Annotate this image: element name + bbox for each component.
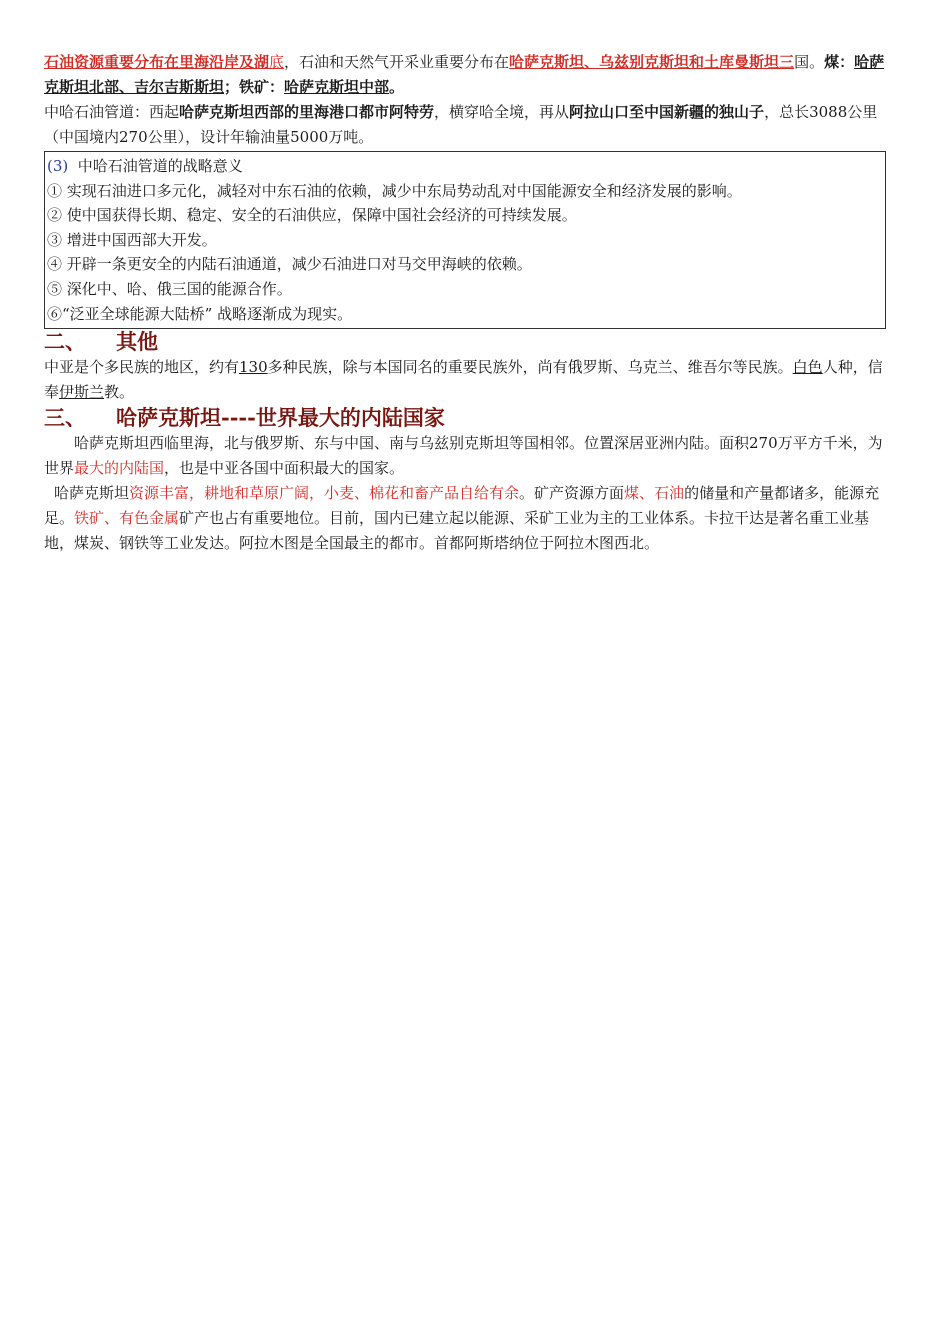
text-run: 教。 [104, 383, 135, 402]
iron-location: 哈萨克斯坦中部 [284, 78, 390, 96]
section-number: 三、 [44, 405, 86, 431]
largest-landlocked-highlight: 最大的内陆国 [74, 459, 165, 478]
significance-item: ⑤ 深化中、哈、俄三国的能源合作。 [47, 279, 292, 298]
text-run: 哈萨克斯坦 [54, 484, 130, 503]
oil-location-tail: 底 [269, 53, 285, 71]
text-run: 矿产也占有重要地位。目前，国内已建立起以能源、采矿工业为主的工业体系。卡拉干达是著名重工业基地，煤炭、钢铁等工业发达。阿拉木图是全国最主的都市。首都阿斯塔纳位于阿拉木图西北。 [44, 509, 870, 553]
text-run: ，也是中亚各国中面积最大的国家。 [164, 459, 405, 478]
kazakhstan-location-paragraph [44, 431, 886, 481]
iron-label: ；铁矿： [224, 78, 285, 96]
text-run: 。 [389, 78, 405, 96]
coal-location: 哈萨克斯坦北部、吉尔吉斯斯坦 [44, 53, 885, 96]
section-heading-2 [44, 329, 886, 355]
text-run: 的储量和产量都诸多，能源充足。 [44, 484, 880, 528]
ethnic-paragraph [44, 355, 886, 405]
significance-item: ② 使中国获得长期、稳定、安全的石油供应，保障中国社会经济的可持续发展。 [47, 206, 577, 225]
kazakhstan-resources-paragraph [44, 481, 886, 556]
section-number: 二、 [44, 329, 86, 355]
text-run: 人种，信奉 [44, 358, 883, 402]
race-term: 白色 [792, 358, 823, 377]
text-run: 中哈石油管道：西起 [44, 103, 180, 121]
text-run: 。 [809, 53, 825, 71]
document-page [44, 50, 886, 556]
oil-distribution-paragraph [44, 50, 886, 100]
box-title-number: (3) [47, 157, 69, 175]
significance-item: ⑥“泛亚全球能源大陆桥” 战略逐渐成为现实。 [47, 304, 353, 323]
text-run: 。矿产资源方面 [519, 484, 625, 503]
resources-highlight: 资源丰富，耕地和草原广阔，小麦、棉花和畜产品自给有余 [129, 484, 520, 503]
pipeline-paragraph [44, 100, 886, 150]
text-run: 多种民族，除与本国同名的重要民族外，尚有俄罗斯、乌克兰、维吾尔等民族。 [267, 358, 793, 377]
section-title: 其他 [116, 329, 158, 355]
text-run: ，石油和天然气开采业重要分布在 [284, 53, 510, 71]
metals-highlight: 铁矿、有色金属 [74, 509, 180, 528]
box-title [47, 154, 885, 179]
significance-item: ③ 增进中国西部大开发。 [47, 230, 217, 249]
pipeline-end: 阿拉山口至中国新疆的独山子 [569, 103, 765, 121]
text-run: ，横穿哈全境，再从 [434, 103, 570, 121]
significance-item: ④ 开辟一条更安全的内陆石油通道，减少石油进口对马交甲海峡的依赖。 [47, 255, 532, 274]
text-run: 中亚是个多民族的地区，约有 [44, 358, 240, 377]
coal-oil-highlight: 煤、石油 [624, 484, 685, 503]
oil-location-highlight: 石油资源重要分布在里海沿岸及湖 [44, 53, 270, 71]
oil-gas-countries-highlight: 哈萨克斯坦、乌兹别克斯坦和土库曼斯坦三 [509, 53, 795, 71]
text-run: 国 [794, 53, 810, 71]
ethnic-count: 130 [239, 358, 268, 377]
religion-term: 伊斯兰 [59, 383, 105, 402]
coal-label: 煤： [824, 53, 855, 71]
pipeline-start: 哈萨克斯坦西部的里海港口都市阿特劳 [179, 103, 435, 121]
pipeline-significance-box [44, 151, 886, 329]
text-run: 哈萨克斯坦西临里海，北与俄罗斯、东与中国、南与乌兹别克斯坦等国相邻。位置深居亚洲内陆。面积270万平方千米，为世界 [44, 434, 883, 478]
section-title: 哈萨克斯坦----世界最大的内陆国家 [116, 405, 445, 431]
section-heading-3 [44, 405, 886, 431]
significance-item: ① 实现石油进口多元化，减轻对中东石油的依赖，减少中东局势动乱对中国能源安全和经济发展的影响。 [47, 181, 742, 200]
text-run: ，总长3088公里（中国境内270公里），设计年输油量5000万吨。 [44, 103, 878, 146]
box-title-text: 中哈石油管道的战略意义 [77, 157, 243, 175]
